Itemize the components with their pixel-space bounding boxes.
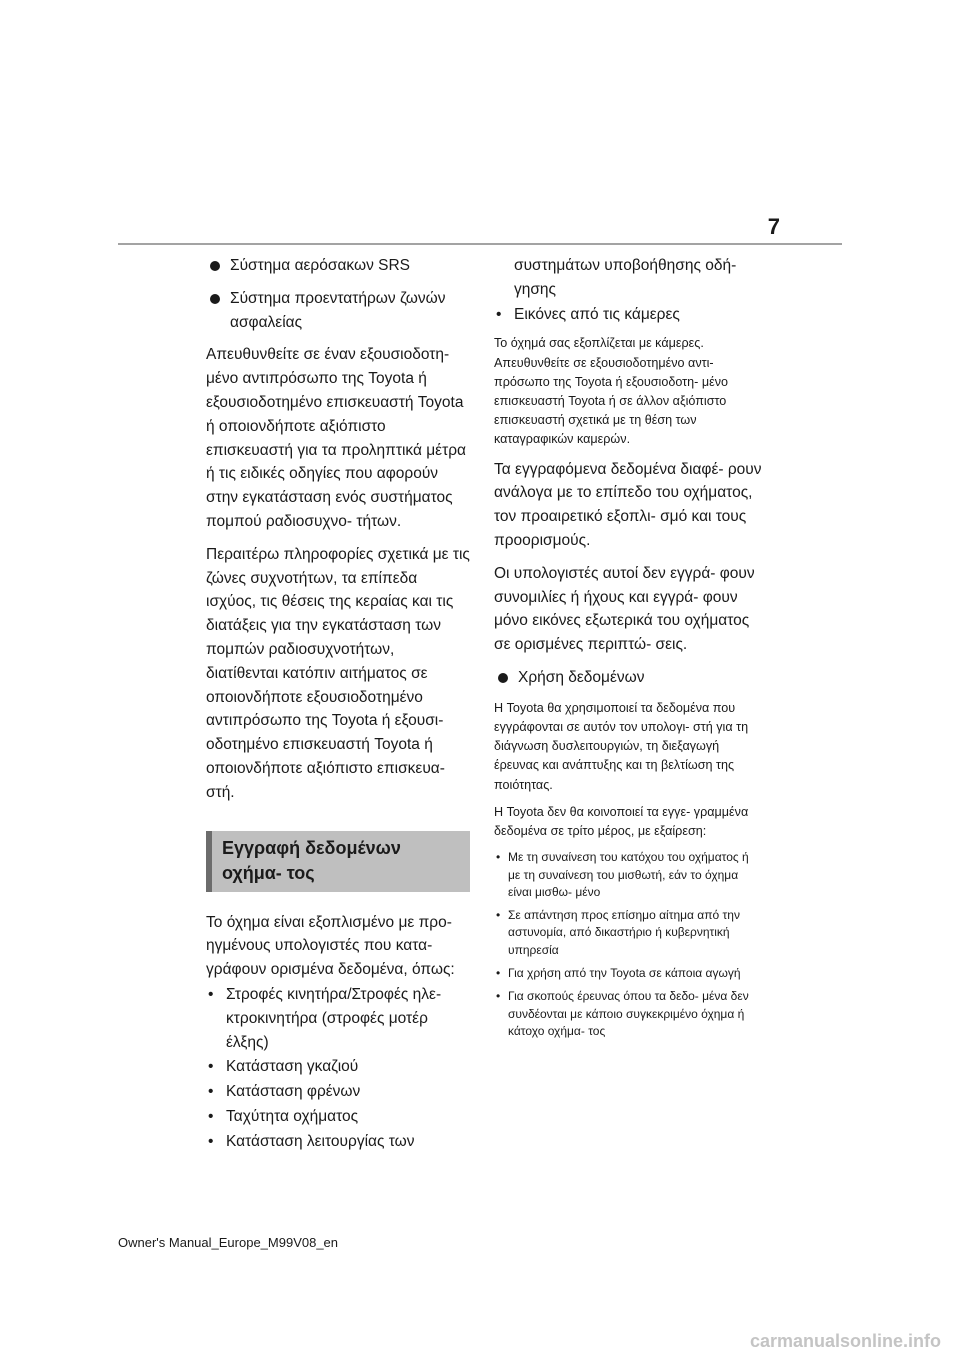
exception-item: • Για σκοπούς έρευνας όπου τα δεδο- μένα δεν συνδέονται με κάποιο συγκεκριμένο όχημα ή κάτοχο οχήμα- τος — [494, 988, 764, 1040]
footer-manual-id: Owner's Manual_Europe_M99V08_en — [118, 1235, 339, 1250]
paragraph-recorded-data-varies: Τα εγγραφόμενα δεδομένα διαφέ- ρουν ανάλογα με το επίπεδο του οχήματος, τον προαιρετικό εξοπλι- σμό και τους προορισμούς. — [494, 460, 762, 549]
list-item: • Κατάσταση γκαζιού — [206, 1055, 470, 1079]
paragraph-frequency-info: Περαιτέρω πληροφορίες σχετικά με τις ζώνες συχνοτήτων, τα επίπεδα ισχύος, τις θέσεις της κεραίας και τις διατάξεις για την εγκατάσταση των πομπών ραδιοσυχνοτήτων, διατίθενται κατόπιν αιτήματος σε οποιονδήποτε εξουσιοδοτημένο αντιπρόσωπο της Toyota ή εξουσι- οδοτημένο επισκευαστή Toyota ή οποιονδήποτε αξιόπιστο επισκευα- στή. — [206, 545, 470, 801]
bullet-seatbelt-pretensioner: Σύστημα προεντατήρων ζωνών ασφαλείας — [206, 287, 470, 335]
paragraph-toyota-use: Η Toyota θα χρησιμοποιεί τα δεδομένα που εγγράφονται σε αυτόν τον υπολογι- στή για τη διάγνωση δυσλειτουργιών, τη διεξαγωγή έρευνας και ανάπτυξης και τη βελτίωση της ποιότητας. — [494, 700, 749, 792]
left-column — [206, 254, 470, 1155]
header-rule — [118, 243, 842, 245]
exception-item: • Σε απάντηση προς επίσημο αίτημα από την αστυνομία, από δικαστήριο ή κυβερνητική υπηρεσία — [494, 907, 764, 959]
list-item: • Ταχύτητα οχήματος — [206, 1105, 470, 1129]
paragraph-contact-dealer: Απευθυνθείτε σε έναν εξουσιοδοτη- μένο αντιπρόσωπο της Toyota ή εξουσιοδοτημένο επισκευαστή Toyota ή οποιονδήποτε αξιόπιστο επισκευαστή για τα προληπτικά μέτρα ή τις ειδικές οδηγίες που αφορούν στην εγκατάσταση ενός συστήματος πομπού ραδιοσυχνο- τήτων. — [206, 346, 466, 530]
page-number: 7 — [767, 214, 780, 239]
list-item: • Στροφές κινητήρα/Στροφές ηλε- κτροκινητήρα (στροφές μοτέρ έλξης) — [206, 983, 470, 1054]
paragraph-data-recording: Το όχημα είναι εξοπλισμένο με προ- ηγμένους υπολογιστές που κατα- γράφουν ορισμένα δεδομένα, όπως: — [206, 913, 455, 979]
right-column — [494, 254, 764, 1046]
paragraph-no-conversations: Οι υπολογιστές αυτοί δεν εγγρά- φουν συνομιλίες ή ήχους και εγγρά- φουν μόνο εικόνες εξωτερικά του οχήματος σε ορισμένες περιπτώ- σεις. — [494, 564, 755, 654]
watermark: carmanualsonline.info — [750, 1331, 942, 1351]
bullet-srs-airbag: Σύστημα αερόσακων SRS — [206, 254, 470, 278]
list-item: • Κατάσταση φρένων — [206, 1080, 470, 1104]
exception-item: • Με τη συναίνεση του κατόχου του οχήματος ή με τη συναίνεση του μισθωτή, εάν το όχημα είναι μισθω- μένο — [494, 849, 764, 901]
paragraph-no-disclosure: Η Toyota δεν θα κοινοποιεί τα εγγε- γραμμένα δεδομένα σε τρίτο μέρος, με εξαίρεση: — [494, 804, 749, 838]
bullet-data-use: Χρήση δεδομένων — [494, 666, 764, 690]
exception-item: • Για χρήση από την Toyota σε κάποια αγωγή — [494, 965, 764, 982]
list-item: • Εικόνες από τις κάμερες — [494, 303, 764, 327]
list-item: • Κατάσταση λειτουργίας των — [206, 1130, 470, 1154]
camera-note: Το όχημά σας εξοπλίζεται με κάμερες. Απευθυνθείτε σε εξουσιοδοτημένο αντι- πρόσωπο της Toyota ή εξουσιοδοτη- μένο επισκευαστή Toyota ή σε άλλον αξιόπιστο επισκευαστή σχετικά με τη θέση των καταγραφικών καμερών. — [494, 336, 729, 447]
list-continuation: συστημάτων υποβοήθησης οδή- γησης — [514, 257, 737, 298]
section-heading: Εγγραφή δεδομένων οχήμα- τος — [206, 831, 470, 892]
